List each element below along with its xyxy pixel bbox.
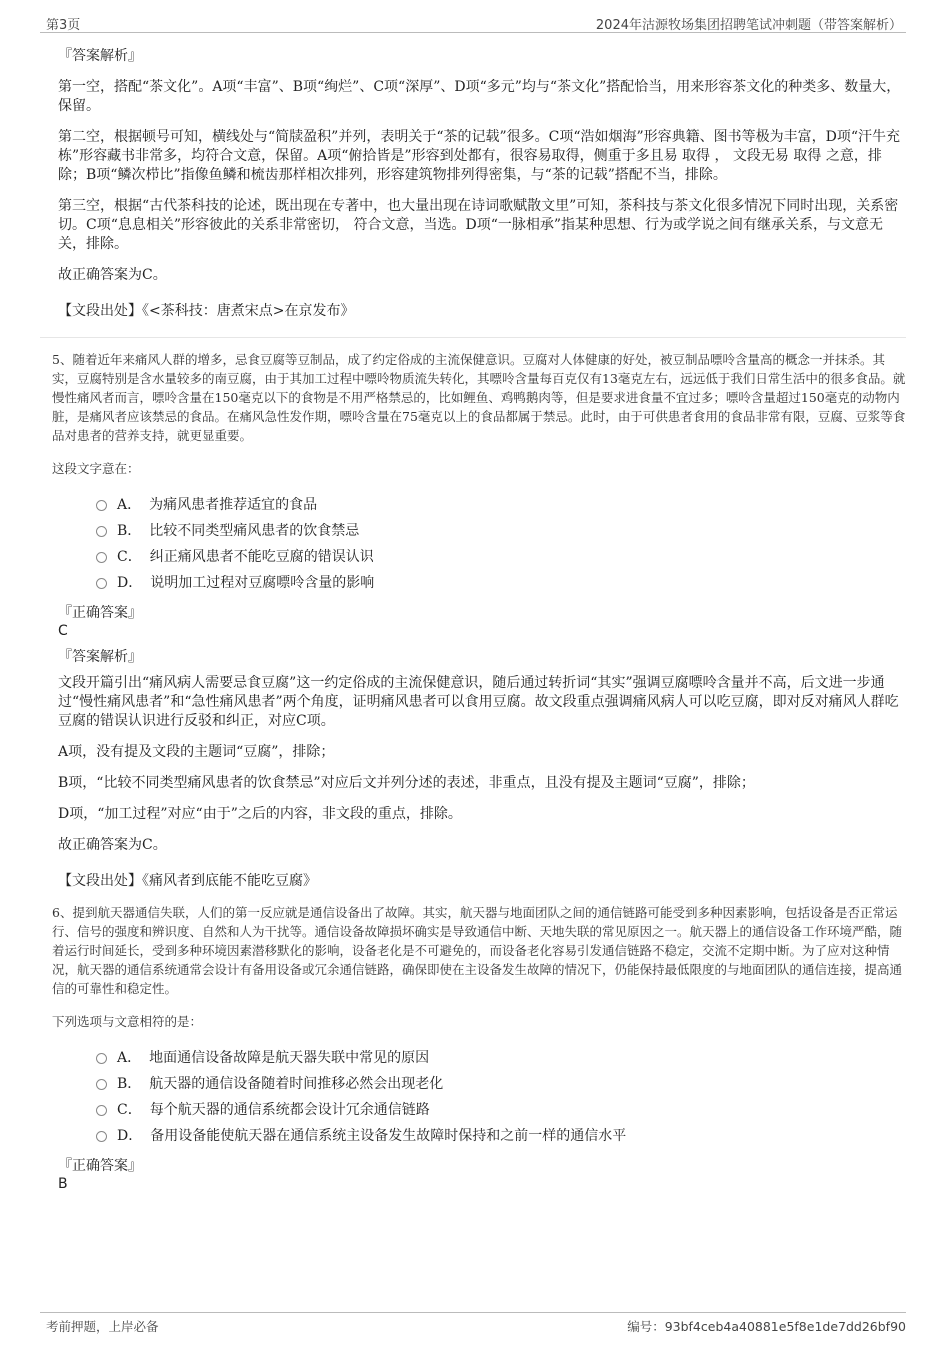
q5-answer-label: 『正确答案』 [58,605,142,621]
q5-analysis-paragraph: D项，“加工过程”对应“由于”之后的内容，非文段的重点，排除。 [58,806,462,822]
q6-option-d[interactable]: D． 备用设备能使航天器在通信系统主设备发生故障时保持和之前一样的通信水平 [96,1123,906,1149]
q6-options [96,1045,906,1149]
q4-conclusion: 故正确答案为C。 [58,267,167,283]
q6-prompt: 下列选项与文意相符的是： [52,1014,203,1029]
q4-analysis-paragraph: 第一空，搭配“茶文化”。A项“丰富”、B项“绚烂”、C项“深厚”、D项“多元”均与“茶文化”搭配恰当，用来形容茶文化的种类多、数量大，保留。 [58,79,901,114]
radio-icon[interactable] [96,1131,107,1142]
radio-icon[interactable] [96,552,107,563]
q5-option-c[interactable]: C． 纠正痛风患者不能吃豆腐的错误认识 [96,544,906,570]
q5-answer: C [58,623,68,639]
q5-analysis-paragraph: B项，“比较不同类型痛风患者的饮食禁忌”对应后文并列分述的表述，非重点，且没有提及主题词“豆腐”，排除； [58,775,755,791]
q6-answer-label: 『正确答案』 [58,1158,142,1174]
divider [40,337,906,338]
q4-source: 【文段出处】《<茶科技：唐煮宋点>在京发布》 [58,303,355,319]
page-footer [40,1312,906,1333]
q5-passage: 5、随着近年来痛风人群的增多，忌食豆腐等豆制品，成了约定俗成的主流保健意识。豆腐对人体健康的好处，被豆制品嘌呤含量高的概念一并抹杀。其实，豆腐特别是含水量较多的南豆腐，由于其加工过程中嘌呤物质流失转化，其嘌呤含量每百克仅有13毫克左右，远远低于我们日常生活中的很多食品。就慢性痛风者而言，嘌呤含量在150毫克以下的食物是不用严格禁忌的，比如鲤鱼、鸡鸭鹅肉等，但是要求进食量不宜过多；嘌呤含量超过150毫克的动物内脏，是痛风者应该禁忌的食品。在痛风急性发作期，嘌呤含量在75毫克以上的食品都属于禁忌。此时，由于可供患者食用的食品非常有限，豆腐、豆浆等食品对患者的营养支持，就更显重要。 [52,352,906,443]
q5-source: 【文段出处】《痛风者到底能不能吃豆腐》 [58,873,317,889]
q6-passage: 6、提到航天器通信失联，人们的第一反应就是通信设备出了故障。其实，航天器与地面团队之间的通信链路可能受到多种因素影响，包括设备是否正常运行、信号的强度和辨识度、自然和人为干扰等。通信设备故障损坏确实是导致通信中断、天地失联的常见原因之一。航天器上的通信设备工作环境严酷，随着运行时间延长，受到多种环境因素潜移默化的影响，设备老化是不可避免的，而设备老化容易引发通信链路不稳定，交流不定期中断。为了应对这种情况，航天器的通信系统通常会设计有备用设备或冗余通信链路，确保即使在主设备发生故障的情况下，仍能保持最低限度的与地面团队的通信连接，提高通信的可靠性和稳定性。 [52,905,903,996]
q5-analysis-label: 『答案解析』 [58,649,142,665]
radio-icon[interactable] [96,1053,107,1064]
q4-analysis-paragraph: 第三空，根据“古代茶科技的论述，既出现在专著中，也大量出现在诗词歌赋散文里”可知，茶科技与茶文化很多情况下同时出现，关系密切。C项“息息相关”形容彼此的关系非常密切， 符合文意，当选。D项“一脉相承”指某种思想、行为或学说之间有继承关系，与文意无关，排除。 [58,198,899,252]
q5-option-b[interactable]: B． 比较不同类型痛风患者的饮食禁忌 [96,518,906,544]
radio-icon[interactable] [96,1079,107,1090]
q5-option-d[interactable]: D． 说明加工过程对豆腐嘌呤含量的影响 [96,570,906,596]
q5-option-a[interactable]: A． 为痛风患者推荐适宜的食品 [96,492,906,518]
q6-option-b[interactable]: B． 航天器的通信设备随着时间推移必然会出现老化 [96,1071,906,1097]
document-title: 2024年沽源牧场集团招聘笔试冲刺题（带答案解析） [595,18,902,33]
q4-analysis-paragraph: 第二空，根据顿号可知，横线处与“简牍盈积”并列，表明关于“茶的记载”很多。C项“浩如烟海”形容典籍、图书等极为丰富，D项“汗牛充栋”形容藏书非常多，均符合文意，保留。A项“俯拾皆是”形容到处都有，很容易取得，侧重于多且易 取得 ， 文段无易 取得 之意，排除；B项“鳞次栉比”指像鱼鳞和梳齿那样相次排列，形容建筑物排列得密集，与“茶的记载”搭配不当，排除。 [58,129,901,183]
page-content [40,40,906,1193]
q5-options [96,492,906,596]
radio-icon[interactable] [96,578,107,589]
q5-analysis-paragraph: 文段开篇引出“痛风病人需要忌食豆腐”这一约定俗成的主流保健意识，随后通过转折词“其实”强调豆腐嘌呤含量并不高，后文进一步通过“慢性痛风患者”和“急性痛风患者”两个角度，证明痛风患者可以食用豆腐。故文段重点强调痛风病人可以吃豆腐，即对反对痛风人群吃豆腐的错误认识进行反驳和纠正，对应C项。 [58,675,899,729]
q4-analysis-label: 『答案解析』 [58,48,142,64]
page-number: 第3页 [46,18,81,33]
radio-icon[interactable] [96,526,107,537]
page-header [40,10,906,33]
document-code: 编号：93bf4ceb4a40881e5f8e1de7dd26bf90 [627,1319,906,1334]
q5-analysis-paragraph: A项，没有提及文段的主题词“豆腐”，排除； [58,744,335,760]
radio-icon[interactable] [96,500,107,511]
q5-conclusion: 故正确答案为C。 [58,837,167,853]
footer-slogan: 考前押题，上岸必备 [46,1319,159,1334]
radio-icon[interactable] [96,1105,107,1116]
q6-option-c[interactable]: C． 每个航天器的通信系统都会设计冗余通信链路 [96,1097,906,1123]
q5-prompt: 这段文字意在： [52,461,140,476]
q6-option-a[interactable]: A． 地面通信设备故障是航天器失联中常见的原因 [96,1045,906,1071]
q6-answer: B [58,1176,68,1192]
